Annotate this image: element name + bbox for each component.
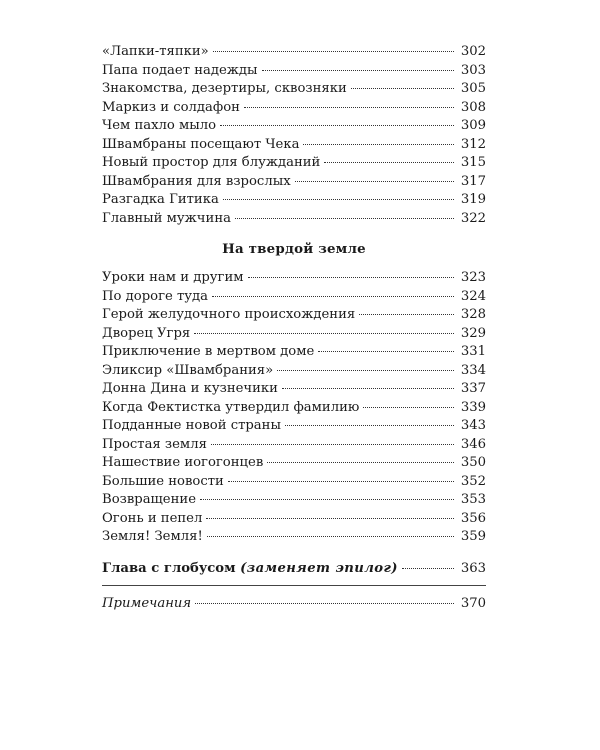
toc-entry[interactable] [102,528,486,547]
dot-leader [285,425,454,426]
toc-entry[interactable] [102,510,486,529]
toc-entry-notes[interactable] [102,595,486,614]
divider-line [102,585,486,586]
toc-entry-page: 302 [460,44,486,59]
toc-entry-title: Швамбраны посещают Чека [102,136,300,152]
toc-entry-page: 322 [460,210,486,226]
toc-entry-title: Папа подает надежды [102,62,258,78]
toc-entry-page: 329 [460,325,486,341]
dot-leader [282,388,454,389]
toc-entry-page: 312 [460,136,486,152]
toc-entry-page: 305 [460,81,486,96]
toc-entry-title: Примечания [102,596,192,611]
dot-leader [363,407,454,408]
dot-leader [200,499,454,500]
toc-entry[interactable] [102,491,486,510]
toc-entry-title: Главный мужчина [102,210,231,226]
toc-entry[interactable] [102,173,486,192]
toc-entry[interactable] [102,99,486,118]
dot-leader [220,125,454,126]
dot-leader [212,296,454,297]
toc-entry-page: 370 [460,596,486,611]
dot-leader [207,536,454,537]
toc-entry-title: Нашествие иогогонцев [102,455,264,470]
dot-leader [318,351,454,352]
dot-leader [223,199,454,200]
toc-entry[interactable] [102,417,486,436]
dot-leader [244,107,454,108]
toc-entry-page: 317 [460,173,486,189]
toc-entry-page: 323 [460,270,486,285]
toc-entry-title [102,560,398,579]
dot-leader [206,518,454,519]
dot-leader [359,314,454,315]
toc-entry-title: Большие новости [102,473,224,489]
toc-entry-page: 352 [460,473,486,489]
dot-leader [194,333,454,334]
toc-entry[interactable] [102,288,486,307]
toc-entry-title: Разгадка Гитика [102,192,219,207]
toc-entry[interactable] [102,269,486,288]
toc-entry[interactable] [102,306,486,325]
toc-entry-page: 309 [460,118,486,133]
dot-leader [211,444,454,445]
toc-entry-title: Чем пахло мыло [102,118,217,133]
toc-entry-title: Когда Фектистка утвердил фамилию [102,399,360,415]
dot-leader [303,144,454,145]
toc-entry-globe-chapter[interactable] [102,560,486,579]
toc-entry[interactable] [102,399,486,418]
dot-leader [324,162,454,163]
toc-entry-page: 308 [460,99,486,115]
toc-entry-page: 324 [460,288,486,304]
toc-entry[interactable] [102,191,486,210]
toc-entry-title: Дворец Угря [102,325,191,341]
table-of-contents [102,43,486,614]
toc-entry-title: Маркиз и солдафон [102,99,240,115]
toc-entry[interactable] [102,80,486,99]
toc-entry-page: 353 [460,492,486,507]
section-heading: На твердой земле [222,241,366,257]
toc-entry-title: Приключение в мертвом доме [102,344,315,359]
chapter-title-main: Глава с глобусом [102,560,236,576]
toc-entry-title: Уроки нам и другим [102,270,244,285]
toc-entry-page: 315 [460,155,486,170]
toc-entry-title: Возвращение [102,492,196,507]
dot-leader [402,568,454,569]
toc-entry[interactable] [102,136,486,155]
toc-entry-title: «Лапки-тяпки» [102,44,209,59]
toc-entry[interactable] [102,380,486,399]
toc-entry-page: 359 [460,529,486,544]
toc-entry-page: 343 [460,418,486,433]
toc-entry-title: Подданные новой страны [102,418,281,433]
dot-leader [213,51,454,52]
toc-entry-page: 350 [460,455,486,470]
toc-entry[interactable] [102,454,486,473]
chapter-title-sub: (заменяет эпилог) [240,560,398,576]
toc-entry-page: 346 [460,436,486,452]
toc-entry-page: 328 [460,307,486,322]
toc-list-top [102,43,486,228]
toc-entry-title: Эликсир «Швамбрания» [102,362,274,378]
toc-entry[interactable] [102,473,486,492]
toc-entry-page: 303 [460,62,486,78]
toc-entry-title: Герой желудочного происхождения [102,307,356,322]
dot-leader [228,481,454,482]
toc-entry-title: Огонь и пепел [102,510,203,526]
toc-entry-title: Новый простор для блужданий [102,155,321,170]
toc-entry[interactable] [102,343,486,362]
toc-entry-title: Швамбрания для взрослых [102,173,291,189]
toc-entry[interactable] [102,362,486,381]
toc-entry-title: Донна Дина и кузнечики [102,381,278,396]
toc-entry[interactable] [102,62,486,81]
toc-entry-page: 363 [460,560,486,576]
toc-entry-title: Земля! Земля! [102,529,203,544]
toc-entry[interactable] [102,154,486,173]
toc-entry[interactable] [102,43,486,62]
dot-leader [351,88,454,89]
toc-entry-title: По дороге туда [102,288,209,304]
dot-leader [235,218,454,219]
dot-leader [267,462,454,463]
dot-leader [295,181,454,182]
toc-entry-page: 319 [460,192,486,207]
toc-entry[interactable] [102,436,486,455]
dot-leader [248,277,455,278]
toc-list-section [102,269,486,547]
dot-leader [277,370,454,371]
toc-entry-title: Знакомства, дезертиры, сквозняки [102,81,347,96]
toc-entry-title: Простая земля [102,436,207,452]
toc-entry[interactable] [102,117,486,136]
toc-entry-page: 339 [460,399,486,415]
toc-entry-page: 334 [460,362,486,378]
toc-entry[interactable] [102,325,486,344]
toc-entry[interactable] [102,210,486,229]
dot-leader [195,603,454,604]
toc-entry-page: 331 [460,344,486,359]
toc-entry-page: 337 [460,381,486,396]
dot-leader [262,70,454,71]
toc-entry-page: 356 [460,510,486,526]
